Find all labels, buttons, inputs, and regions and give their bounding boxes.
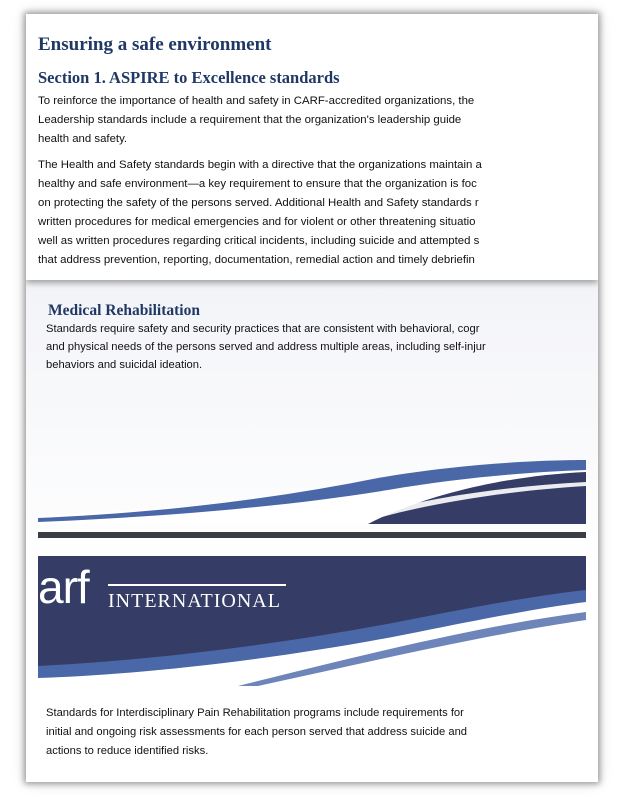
carf-logo-banner bbox=[38, 556, 586, 686]
text-line: that address prevention, reporting, documentation, remedial action and timely debriefin bbox=[38, 254, 475, 266]
medical-rehab-title: Medical Rehabilitation bbox=[48, 302, 200, 319]
logo-underline bbox=[108, 584, 286, 586]
text-line: on protecting the safety of the persons served. Additional Health and Safety standards r bbox=[38, 197, 479, 209]
text-line: written procedures for medical emergencies and for violent or other threatening situatio bbox=[38, 216, 476, 228]
text-line: and physical needs of the persons served and address multiple areas, including self-injur bbox=[46, 341, 486, 353]
text-line: well as written procedures regarding critical incidents, including suicide and attempted s bbox=[38, 235, 480, 247]
section-title: Section 1. ASPIRE to Excellence standards bbox=[38, 68, 340, 87]
text-line: behaviors and suicidal ideation. bbox=[46, 359, 203, 371]
pain-rehab-paragraph bbox=[46, 704, 591, 761]
divider-bar bbox=[38, 532, 586, 538]
document-page bbox=[26, 14, 598, 782]
text-line: The Health and Safety standards begin with a directive that the organizations maintain a bbox=[38, 159, 482, 171]
decorative-wave bbox=[38, 458, 586, 524]
text-line: initial and ongoing risk assessments for each person served that address suicide and bbox=[46, 726, 468, 738]
intro-paragraph-1 bbox=[38, 92, 594, 149]
intro-paragraph-2 bbox=[38, 156, 598, 270]
logo-subtitle: INTERNATIONAL bbox=[108, 590, 281, 612]
text-line: healthy and safe environment—a key requirement to ensure that the organization is foc bbox=[38, 178, 477, 190]
top-card bbox=[26, 14, 598, 280]
banner-background bbox=[38, 556, 586, 686]
text-line: Standards for Interdisciplinary Pain Rehabilitation programs include requirements for bbox=[46, 707, 464, 719]
lower-section bbox=[26, 280, 598, 782]
text-line: Standards require safety and security practices that are consistent with behavioral, cogr bbox=[46, 323, 480, 335]
text-line: To reinforce the importance of health and safety in CARF-accredited organizations, the bbox=[38, 95, 475, 107]
medical-rehab-paragraph bbox=[46, 320, 586, 374]
page-title: Ensuring a safe environment bbox=[38, 34, 272, 55]
text-line: actions to reduce identified risks. bbox=[46, 745, 209, 757]
text-line: health and safety. bbox=[38, 133, 128, 145]
logo-wordmark: arf bbox=[38, 561, 89, 613]
text-line: Leadership standards include a requirement that the organization's leadership guide bbox=[38, 114, 462, 126]
